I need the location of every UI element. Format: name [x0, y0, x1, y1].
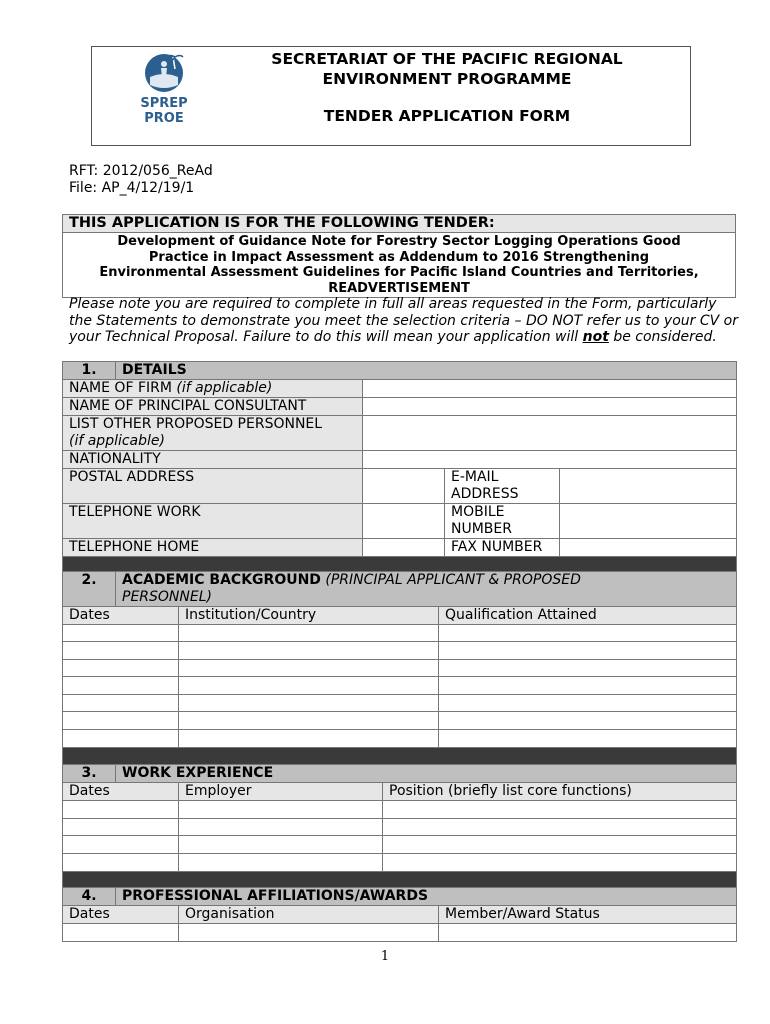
field-employer[interactable] — [179, 854, 383, 872]
label-principal: NAME OF PRINCIPAL CONSULTANT — [63, 398, 363, 416]
field-principal[interactable] — [363, 398, 737, 416]
field-dates[interactable] — [63, 625, 179, 642]
field-institution[interactable] — [179, 625, 439, 642]
org-line-2: ENVIRONMENT PROGRAMME — [322, 70, 572, 88]
section-3-number: 3. — [63, 765, 116, 783]
field-postal[interactable] — [363, 469, 445, 504]
header-box — [91, 46, 691, 146]
tender-title-line-4: READVERTISEMENT — [328, 280, 470, 296]
field-employer[interactable] — [179, 836, 383, 854]
table-row — [63, 819, 737, 836]
tender-title — [63, 233, 736, 298]
section-4-number: 4. — [63, 888, 116, 906]
academic-table — [62, 571, 737, 766]
label-tel-home: TELEPHONE HOME — [63, 539, 363, 557]
section-1-number: 1. — [63, 362, 116, 380]
col-dates: Dates — [63, 906, 179, 924]
field-firm[interactable] — [363, 380, 737, 398]
instruction-note — [69, 296, 739, 346]
field-dates[interactable] — [63, 801, 179, 819]
field-email[interactable] — [560, 469, 737, 504]
logo-text-sprep: SPREP — [140, 96, 188, 111]
field-position[interactable] — [383, 819, 737, 836]
section-3-title: WORK EXPERIENCE — [116, 765, 737, 783]
field-qualification[interactable] — [439, 695, 737, 712]
field-dates[interactable] — [63, 677, 179, 695]
field-fax[interactable] — [560, 539, 737, 557]
col-organisation: Organisation — [179, 906, 439, 924]
label-firm-text: NAME OF FIRM — [69, 380, 172, 396]
section-2-number: 2. — [63, 572, 116, 607]
field-institution[interactable] — [179, 677, 439, 695]
label-mobile — [445, 504, 560, 539]
col-qualification: Qualification Attained — [439, 607, 737, 625]
field-dates[interactable] — [63, 819, 179, 836]
field-qualification[interactable] — [439, 625, 737, 642]
field-status[interactable] — [439, 924, 737, 942]
org-line-1: SECRETARIAT OF THE PACIFIC REGIONAL — [271, 50, 623, 68]
tender-title-line-2: Practice in Impact Assessment as Addendum to 2016 Strengthening — [148, 249, 650, 265]
col-status: Member/Award Status — [439, 906, 737, 924]
section-2-subtitle-2: PERSONNEL) — [122, 589, 212, 605]
field-dates[interactable] — [63, 642, 179, 660]
table-row — [63, 642, 737, 660]
field-tel-home[interactable] — [363, 539, 445, 557]
field-position[interactable] — [383, 801, 737, 819]
field-dates[interactable] — [63, 660, 179, 677]
label-email-1: E-MAIL — [451, 469, 499, 485]
table-row — [63, 677, 737, 695]
field-qualification[interactable] — [439, 677, 737, 695]
label-nationality: NATIONALITY — [63, 451, 363, 469]
field-dates[interactable] — [63, 836, 179, 854]
field-tel-work[interactable] — [363, 504, 445, 539]
rft-reference: RFT: 2012/056_ReAd — [69, 163, 213, 179]
field-dates[interactable] — [63, 712, 179, 730]
field-dates[interactable] — [63, 854, 179, 872]
field-dates[interactable] — [63, 924, 179, 942]
section-1-title: DETAILS — [116, 362, 737, 380]
table-row — [63, 854, 737, 872]
section-4-title: PROFESSIONAL AFFILIATIONS/AWARDS — [116, 888, 737, 906]
logo-text-proe: PROE — [144, 111, 184, 126]
label-tel-work: TELEPHONE WORK — [63, 504, 363, 539]
work-table — [62, 764, 737, 889]
file-reference: File: AP_4/12/19/1 — [69, 180, 195, 196]
field-institution[interactable] — [179, 660, 439, 677]
table-row — [63, 695, 737, 712]
table-row — [63, 625, 737, 642]
section-2-subtitle-1: (PRINCIPAL APPLICANT & PROPOSED — [325, 572, 581, 588]
form-title: TENDER APPLICATION FORM — [323, 107, 571, 125]
label-other-text: LIST OTHER PROPOSED PERSONNEL — [69, 416, 323, 432]
details-table — [62, 361, 737, 574]
field-position[interactable] — [383, 854, 737, 872]
tender-title-line-1: Development of Guidance Note for Forestry Sector Logging Operations Good — [117, 234, 681, 249]
label-other-personnel — [63, 416, 363, 451]
field-other-personnel[interactable] — [363, 416, 737, 451]
field-dates[interactable] — [63, 730, 179, 748]
field-institution[interactable] — [179, 695, 439, 712]
note-text-1: Please note you are required to complete in full all areas requested in the Form, particularly the Statements to demonstrate you meet the selection criteria – DO NOT refer us to your CV or your Technical Proposal. Failure to do this will mean your application will — [69, 296, 738, 345]
table-row — [63, 730, 737, 748]
section-2-title-text: ACADEMIC BACKGROUND — [122, 572, 321, 588]
label-email — [445, 469, 560, 504]
note-emphasis: not — [582, 329, 609, 345]
field-mobile[interactable] — [560, 504, 737, 539]
col-dates: Dates — [63, 607, 179, 625]
field-qualification[interactable] — [439, 712, 737, 730]
tender-heading: THIS APPLICATION IS FOR THE FOLLOWING TENDER: — [63, 215, 736, 233]
field-institution[interactable] — [179, 642, 439, 660]
col-position: Position (briefly list core functions) — [383, 783, 737, 801]
sprep-logo — [132, 51, 196, 131]
field-dates[interactable] — [63, 695, 179, 712]
note-text-2: be considered. — [608, 329, 717, 345]
label-firm-note: (if applicable) — [176, 380, 273, 396]
col-dates: Dates — [63, 783, 179, 801]
label-mobile-2: NUMBER — [451, 521, 512, 537]
page-number: 1 — [380, 949, 390, 964]
table-row — [63, 924, 737, 942]
field-qualification[interactable] — [439, 642, 737, 660]
field-employer[interactable] — [179, 819, 383, 836]
label-mobile-1: MOBILE — [451, 504, 505, 520]
field-employer[interactable] — [179, 801, 383, 819]
field-institution[interactable] — [179, 712, 439, 730]
field-qualification[interactable] — [439, 730, 737, 748]
label-postal: POSTAL ADDRESS — [63, 469, 363, 504]
label-email-2: ADDRESS — [451, 486, 519, 502]
col-employer: Employer — [179, 783, 383, 801]
field-organisation[interactable] — [179, 924, 439, 942]
organisation-name — [212, 49, 682, 89]
table-row — [63, 836, 737, 854]
table-row — [63, 660, 737, 677]
table-row — [63, 712, 737, 730]
section-2-title — [116, 572, 737, 607]
label-firm — [63, 380, 363, 398]
field-institution[interactable] — [179, 730, 439, 748]
col-institution: Institution/Country — [179, 607, 439, 625]
tender-table — [62, 214, 736, 298]
label-other-note: (if applicable) — [69, 433, 165, 449]
section-divider — [63, 872, 737, 889]
field-position[interactable] — [383, 836, 737, 854]
field-nationality[interactable] — [363, 451, 737, 469]
section-divider — [63, 748, 737, 766]
field-qualification[interactable] — [439, 660, 737, 677]
tender-title-line-3: Environmental Assessment Guidelines for Pacific Island Countries and Territories, — [99, 265, 699, 280]
affiliations-table — [62, 887, 737, 942]
table-row — [63, 801, 737, 819]
label-fax: FAX NUMBER — [445, 539, 560, 557]
